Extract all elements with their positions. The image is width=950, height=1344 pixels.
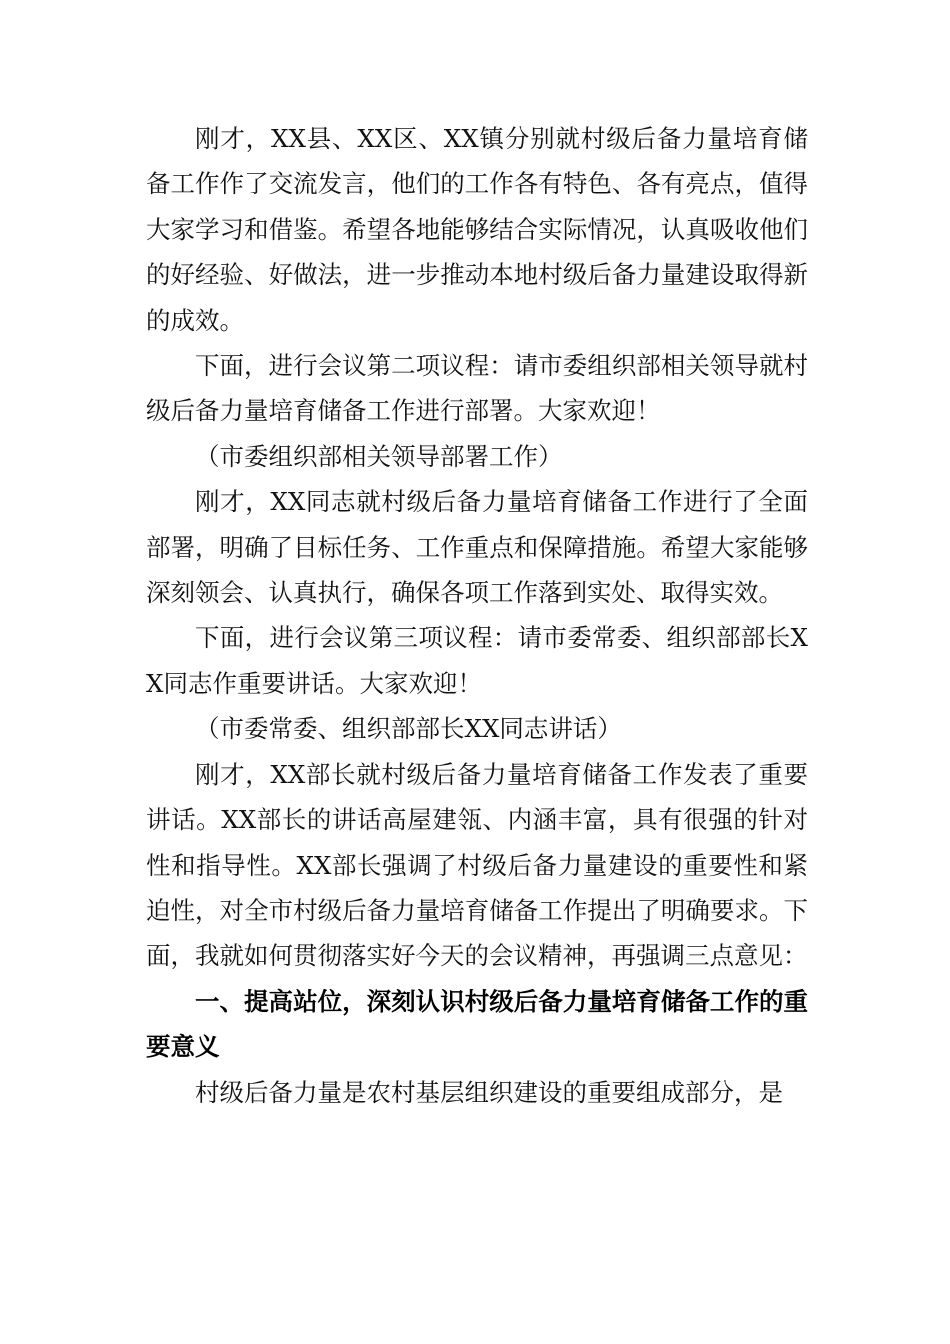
- document-body: [146, 116, 808, 1115]
- paragraph-agenda-item-two: 下面，进行会议第二项议程：请市委组织部相关领导就村级后备力量培育储备工作进行部署。大家欢迎！: [146, 351, 808, 426]
- paragraph-agenda-item-three: 下面，进行会议第三项议程：请市委常委、组织部部长XX同志作重要讲话。大家欢迎！: [146, 623, 808, 698]
- paragraph-section-one-intro: 村级后备力量是农村基层组织建设的重要组成部分，是: [195, 1077, 783, 1107]
- stage-note-deployment: （市委组织部相关领导部署工作）: [195, 441, 563, 471]
- paragraph-deployment-summary: 刚才，XX同志就村级后备力量培育储备工作进行了全面部署，明确了目标任务、工作重点和保障措施。希望大家能够深刻领会、认真执行，确保各项工作落到实处、取得实效。: [146, 487, 808, 608]
- section-heading-one: 一、提高站位，深刻认识村级后备力量培育储备工作的重要意义: [146, 986, 808, 1062]
- stage-note-speech: （市委常委、组织部部长XX同志讲话）: [195, 714, 622, 744]
- paragraph-speech-summary: 刚才，XX部长就村级后备力量培育储备工作发表了重要讲话。XX部长的讲话高屋建瓴、内涵丰富，具有很强的针对性和指导性。XX部长强调了村级后备力量建设的重要性和紧迫性，对全市村级后备力量培育储备工作提出了明确要求。下面，我就如何贯彻落实好今天的会议精神，再强调三点意见：: [146, 759, 808, 971]
- paragraph-exchange-summary: 刚才，XX县、XX区、XX镇分别就村级后备力量培育储备工作作了交流发言，他们的工作各有特色、各有亮点，值得大家学习和借鉴。希望各地能够结合实际情况，认真吸收他们的好经验、好做法，进一步推动本地村级后备力量建设取得新的成效。: [146, 124, 808, 335]
